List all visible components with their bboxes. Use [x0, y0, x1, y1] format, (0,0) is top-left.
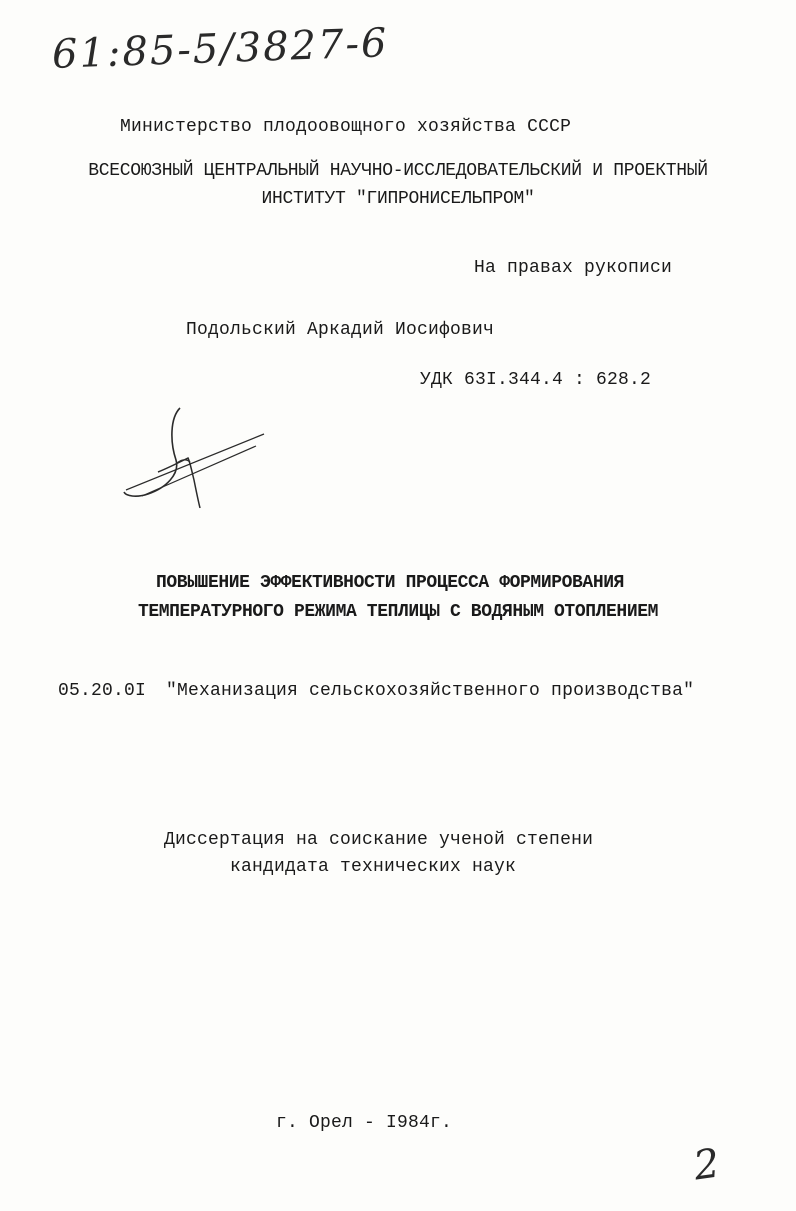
- manuscript-rights: На правах рукописи: [474, 258, 673, 278]
- udc-code: УДК 63I.344.4 : 628.2: [420, 370, 652, 390]
- ministry-line: Министерство плодоовощного хозяйства СССР: [120, 117, 572, 137]
- thesis-title-line-1: ПОВЫШЕНИЕ ЭФФЕКТИВНОСТИ ПРОЦЕССА ФОРМИРОВАНИЯ: [155, 573, 625, 593]
- thesis-title-line-2: ТЕМПЕРАТУРНОГО РЕЖИМА ТЕПЛИЦЫ С ВОДЯНЫМ ОТОПЛЕНИЕМ: [137, 602, 659, 622]
- specialty-code: 05.20.0I: [58, 681, 147, 701]
- specialty-name: "Механизация сельскохозяйственного производства": [166, 681, 695, 701]
- dissertation-line-1: Диссертация на соискание ученой степени: [164, 830, 594, 850]
- institute-line-1: ВСЕСОЮЗНЫЙ ЦЕНТРАЛЬНЫЙ НАУЧНО-ИССЛЕДОВАТЕЛЬСКИЙ И ПРОЕКТНЫЙ: [88, 161, 708, 181]
- dissertation-line-2: кандидата технических наук: [230, 857, 517, 877]
- author-name: Подольский Аркадий Иосифович: [186, 320, 495, 340]
- archive-number: 61:85-5/3827-6: [51, 20, 390, 78]
- page-mark: 2: [690, 1140, 723, 1190]
- institute-line-2: ИНСТИТУТ "ГИПРОНИСЕЛЬПРОМ": [261, 189, 535, 209]
- city-year: г. Орел - I984г.: [276, 1113, 453, 1133]
- author-signature: [118, 402, 268, 512]
